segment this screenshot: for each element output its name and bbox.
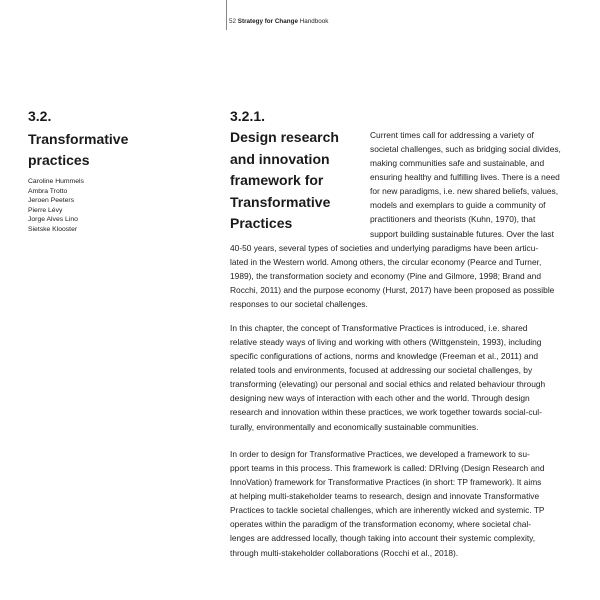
text-line: making communities safe and sustainable, and (370, 157, 545, 168)
text-line: practitioners and theorists (Kuhn, 1970), that (370, 214, 536, 225)
author-name: Jeroen Peeters (28, 197, 75, 204)
intro-paragraph-continued (230, 241, 586, 312)
book-title: Strategy for Change (237, 18, 298, 25)
text-line: research and innovation within these practices, we work together towards social-cul- (230, 407, 542, 418)
text-line: Practices to tackle societal challenges, which are inherently wicked and systemic. TP (230, 505, 545, 516)
paragraph-transformative-practices (230, 321, 586, 434)
subsection-title-line: Design research (230, 129, 339, 145)
subsection-title-line: Practices (230, 215, 293, 231)
intro-paragraph-side (370, 128, 582, 241)
text-line: InnoVation) framework for Transformative Practices (in short: TP framework). It aims (230, 476, 542, 487)
text-line: designing new ways of interaction with each other and the world. Through design (230, 393, 530, 404)
subsection-title-line: and innovation (230, 150, 330, 167)
text-line: operates within the paradigm of the transformation economy, where societal chal- (230, 519, 532, 530)
subsection-title-line: framework for (230, 172, 324, 188)
text-line: lated in the Western world. Among others, the circular economy (Pearce and Turner, (230, 256, 542, 267)
text-line: ensuring healthy and fulfilling lives. There is a need (370, 171, 560, 182)
text-line: Rocchi, 2011) and the purpose economy (Hurst, 2017) have been proposed as possible (230, 285, 555, 296)
text-line: Current times call for addressing a variety of (370, 129, 534, 140)
text-line: 40-50 years, several types of societies and underlying paradigms have been articu- (230, 242, 539, 253)
author-name: Caroline Hummels (28, 178, 84, 185)
page-number: 52 (229, 18, 237, 25)
section-number: 3.2. (28, 108, 52, 124)
text-line: related tools and environments, focused at addressing our societal challenges, by (230, 364, 533, 375)
paragraph-tp-framework (230, 447, 586, 560)
section-heading-column (28, 107, 198, 234)
text-line: turally, environmentally and economically sustainable communities. (230, 421, 479, 432)
text-line: In order to design for Transformative Practices, we developed a framework to su- (230, 448, 530, 459)
text-line: pport teams in this process. This framework is called: DRIving (Design Research and (230, 462, 545, 473)
text-line: specific configurations of actions, norms and knowledge (Freeman et al., 2011) and (230, 350, 539, 361)
header-rule (226, 0, 227, 30)
author-name: Pierre Lévy (28, 206, 63, 214)
section-title-line: practices (28, 152, 90, 168)
subsection-heading (230, 107, 365, 235)
section-title (28, 129, 198, 171)
subsection-title-line: Transformative (230, 193, 331, 210)
text-line: transforming (elevating) our personal and social ethics and related behaviour through (230, 379, 546, 390)
running-head (229, 18, 328, 25)
text-line: through multi-stakeholder collaborations (Rocchi et al., 2018). (230, 547, 459, 558)
author-list (28, 177, 198, 234)
text-line: support building sustainable futures. Over the last (370, 228, 554, 239)
section-title-line: Transformative (28, 131, 129, 147)
text-line: 1989), the transformation society and economy (Pine and Gilmore, 1998; Brand and (230, 271, 541, 282)
text-line: In this chapter, the concept of Transformative Practices is introduced, i.e. shared (230, 322, 528, 333)
text-line: for new paradigms, i.e. new shared beliefs, values, (370, 186, 559, 197)
text-line: responses to our societal challenges. (230, 299, 368, 310)
book-subtitle: Handbook (299, 18, 329, 25)
text-line: at helping multi-stakeholder teams to research, design and innovate Transformative (230, 490, 540, 501)
subsection-title (230, 127, 365, 235)
subsection-number: 3.2.1. (230, 108, 266, 124)
text-line: relative steady ways of living and working with others (Wittgenstein, 1993), including (230, 336, 542, 347)
author-name: Sietske Klooster (28, 225, 78, 233)
text-line: lenges are addressed locally, though taking into account their systemic complexity, (230, 533, 536, 544)
author-name: Jorge Alves Lino (28, 216, 78, 223)
text-line: models and exemplars to guide a community of (370, 200, 546, 211)
author-name: Ambra Trotto (28, 187, 68, 195)
text-line: societal challenges, such as bridging social divides, (370, 143, 561, 154)
